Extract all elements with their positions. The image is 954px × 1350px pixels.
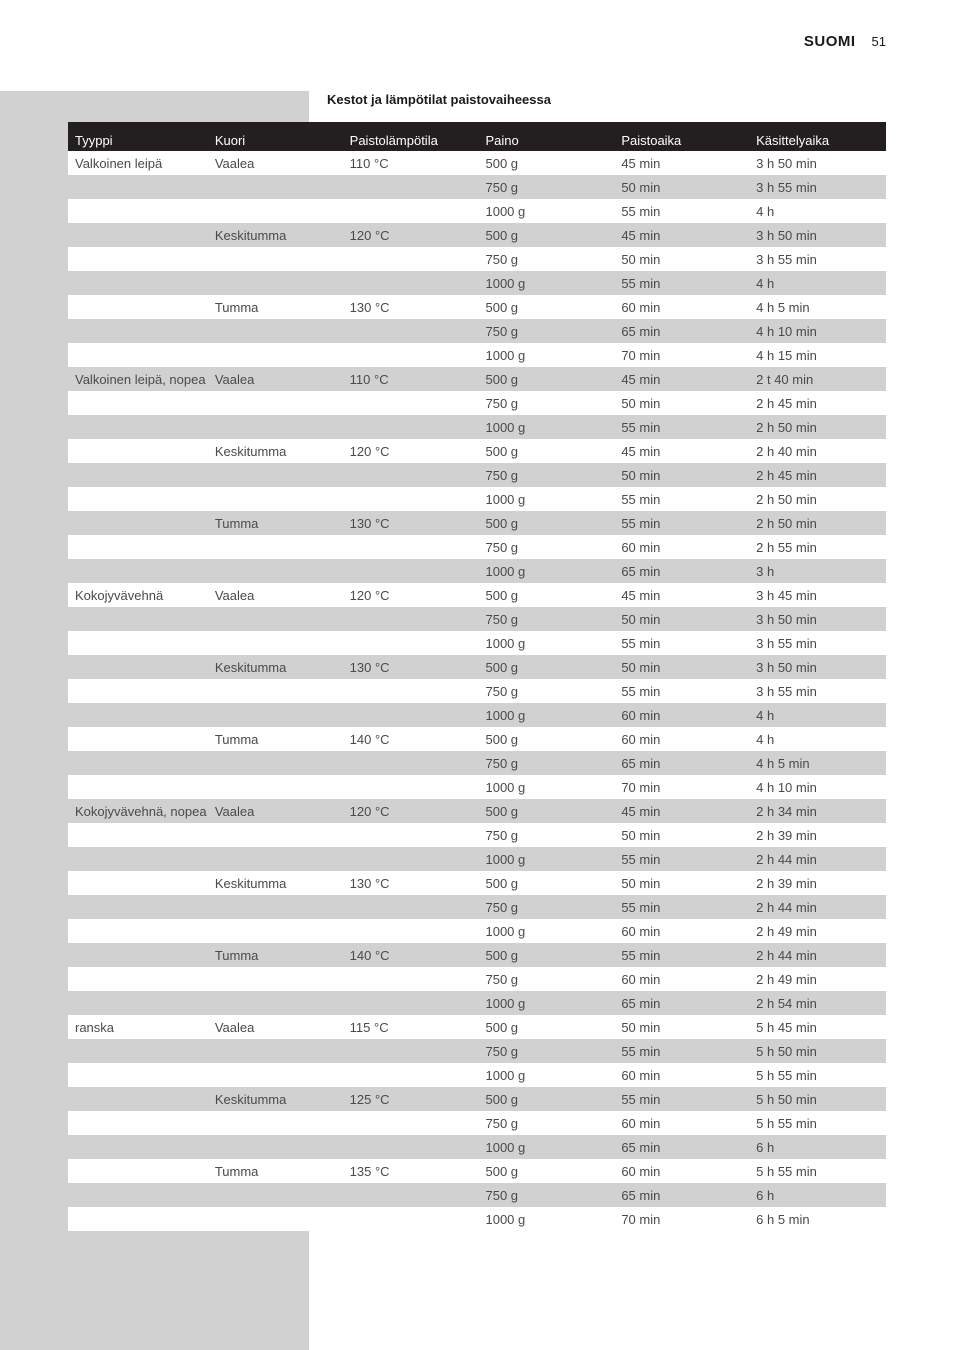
cell-baking-time: 55 min [621, 1043, 661, 1059]
cell-processing-time: 4 h 10 min [756, 779, 817, 795]
cell-baking-time: 45 min [621, 443, 661, 459]
cell-weight: 500 g [485, 803, 519, 819]
cell-baking-time: 50 min [621, 1019, 661, 1035]
cell-crust: Tumma [214, 1163, 259, 1179]
cell-weight: 1000 g [485, 1067, 526, 1083]
cell-baking-time: 70 min [621, 347, 661, 363]
table-row [68, 271, 886, 295]
cell-crust: Keskitumma [214, 875, 287, 891]
cell-baking-time: 65 min [621, 755, 661, 771]
cell-weight: 750 g [485, 755, 519, 771]
cell-processing-time: 2 h 49 min [756, 923, 817, 939]
column-header-processing-time: Käsittelyaika [756, 133, 830, 148]
cell-baking-time: 45 min [621, 227, 661, 243]
cell-baking-time: 55 min [621, 1091, 661, 1107]
cell-temperature: 130 °C [349, 299, 390, 315]
cell-weight: 750 g [485, 1043, 519, 1059]
cell-temperature: 120 °C [349, 443, 390, 459]
cell-processing-time: 4 h [756, 203, 775, 219]
cell-weight: 1000 g [485, 1211, 526, 1227]
column-header-type: Tyyppi [75, 133, 113, 148]
cell-temperature: 140 °C [349, 731, 390, 747]
cell-weight: 500 g [485, 371, 519, 387]
cell-baking-time: 55 min [621, 947, 661, 963]
cell-baking-time: 50 min [621, 395, 661, 411]
cell-processing-time: 4 h 15 min [756, 347, 817, 363]
cell-weight: 500 g [485, 1091, 519, 1107]
cell-baking-time: 45 min [621, 371, 661, 387]
cell-type: Kokojyvävehnä [75, 587, 164, 603]
cell-crust: Vaalea [214, 1019, 255, 1035]
cell-processing-time: 2 h 40 min [756, 443, 817, 459]
cell-crust: Vaalea [214, 803, 255, 819]
cell-weight: 500 g [485, 659, 519, 675]
cell-processing-time: 2 h 39 min [756, 875, 817, 891]
cell-processing-time: 3 h 50 min [756, 659, 817, 675]
cell-baking-time: 65 min [621, 1187, 661, 1203]
page-header [804, 33, 886, 50]
cell-baking-time: 65 min [621, 995, 661, 1011]
cell-processing-time: 2 h 54 min [756, 995, 817, 1011]
cell-weight: 1000 g [485, 275, 526, 291]
cell-baking-time: 60 min [621, 1067, 661, 1083]
cell-baking-time: 60 min [621, 707, 661, 723]
cell-baking-time: 55 min [621, 491, 661, 507]
table-row [68, 319, 886, 343]
cell-temperature: 120 °C [349, 227, 390, 243]
cell-crust: Tumma [214, 731, 259, 747]
cell-temperature: 110 °C [349, 155, 389, 171]
cell-processing-time: 2 h 50 min [756, 491, 817, 507]
table-row [68, 655, 886, 679]
cell-crust: Keskitumma [214, 659, 287, 675]
cell-weight: 500 g [485, 1019, 519, 1035]
cell-weight: 750 g [485, 467, 519, 483]
table-row [68, 199, 886, 223]
table-row [68, 439, 886, 463]
cell-weight: 750 g [485, 395, 519, 411]
cell-baking-time: 55 min [621, 851, 661, 867]
cell-processing-time: 4 h 5 min [756, 299, 810, 315]
cell-baking-time: 65 min [621, 563, 661, 579]
cell-weight: 750 g [485, 611, 519, 627]
cell-temperature: 135 °C [349, 1163, 390, 1179]
cell-processing-time: 4 h 5 min [756, 755, 810, 771]
table-row [68, 1183, 886, 1207]
cell-temperature: 110 °C [349, 371, 389, 387]
table-row [68, 967, 886, 991]
cell-baking-time: 60 min [621, 971, 661, 987]
cell-baking-time: 55 min [621, 899, 661, 915]
column-header-temperature: Paistolämpötila [349, 133, 438, 148]
table-row [68, 1159, 886, 1183]
cell-processing-time: 2 h 44 min [756, 947, 817, 963]
cell-baking-time: 60 min [621, 299, 661, 315]
cell-baking-time: 45 min [621, 155, 661, 171]
cell-weight: 1000 g [485, 491, 526, 507]
cell-processing-time: 3 h [756, 563, 775, 579]
cell-weight: 500 g [485, 731, 519, 747]
table-row [68, 175, 886, 199]
cell-processing-time: 6 h 5 min [756, 1211, 810, 1227]
table-row [68, 727, 886, 751]
table-row [68, 1063, 886, 1087]
cell-processing-time: 3 h 55 min [756, 179, 817, 195]
cell-weight: 1000 g [485, 779, 526, 795]
cell-temperature: 130 °C [349, 515, 390, 531]
cell-crust: Keskitumma [214, 227, 287, 243]
cell-baking-time: 45 min [621, 803, 661, 819]
cell-type: Valkoinen leipä [75, 155, 163, 171]
cell-temperature: 115 °C [349, 1019, 389, 1035]
cell-baking-time: 70 min [621, 1211, 661, 1227]
cell-crust: Vaalea [214, 155, 255, 171]
table-row [68, 1135, 886, 1159]
cell-baking-time: 45 min [621, 587, 661, 603]
cell-weight: 500 g [485, 299, 519, 315]
cell-processing-time: 6 h [756, 1139, 775, 1155]
table-row [68, 943, 886, 967]
cell-baking-time: 50 min [621, 875, 661, 891]
cell-weight: 1000 g [485, 563, 526, 579]
cell-crust: Vaalea [214, 587, 255, 603]
cell-baking-time: 55 min [621, 419, 661, 435]
table-row [68, 535, 886, 559]
cell-weight: 750 g [485, 323, 519, 339]
table-row [68, 679, 886, 703]
table-body [68, 151, 886, 1231]
cell-baking-time: 60 min [621, 1115, 661, 1131]
section-title: Kestot ja lämpötilat paistovaiheessa [327, 92, 551, 107]
cell-baking-time: 60 min [621, 923, 661, 939]
table-row [68, 607, 886, 631]
cell-processing-time: 5 h 45 min [756, 1019, 817, 1035]
cell-weight: 1000 g [485, 347, 526, 363]
cell-baking-time: 50 min [621, 611, 661, 627]
cell-processing-time: 2 h 45 min [756, 467, 817, 483]
cell-weight: 1000 g [485, 203, 526, 219]
cell-baking-time: 65 min [621, 1139, 661, 1155]
cell-temperature: 120 °C [349, 587, 390, 603]
cell-baking-time: 55 min [621, 203, 661, 219]
table-row [68, 871, 886, 895]
table-row [68, 1207, 886, 1231]
table-row [68, 631, 886, 655]
table-header [68, 122, 886, 151]
cell-weight: 1000 g [485, 851, 526, 867]
cell-baking-time: 50 min [621, 179, 661, 195]
table-row [68, 463, 886, 487]
cell-weight: 1000 g [485, 1139, 526, 1155]
cell-temperature: 130 °C [349, 659, 390, 675]
cell-temperature: 125 °C [349, 1091, 390, 1107]
cell-crust: Tumma [214, 299, 259, 315]
cell-weight: 750 g [485, 971, 519, 987]
cell-weight: 750 g [485, 251, 519, 267]
cell-weight: 500 g [485, 1163, 519, 1179]
cell-processing-time: 2 h 50 min [756, 515, 817, 531]
cell-processing-time: 2 h 44 min [756, 899, 817, 915]
cell-baking-time: 55 min [621, 635, 661, 651]
cell-weight: 500 g [485, 155, 519, 171]
cell-baking-time: 70 min [621, 779, 661, 795]
cell-baking-time: 65 min [621, 323, 661, 339]
cell-crust: Keskitumma [214, 443, 287, 459]
table-row [68, 295, 886, 319]
cell-processing-time: 2 h 49 min [756, 971, 817, 987]
cell-processing-time: 4 h [756, 707, 775, 723]
cell-temperature: 130 °C [349, 875, 390, 891]
table-row [68, 1015, 886, 1039]
cell-baking-time: 60 min [621, 1163, 661, 1179]
cell-baking-time: 55 min [621, 275, 661, 291]
table-row [68, 991, 886, 1015]
cell-processing-time: 3 h 50 min [756, 611, 817, 627]
table-row [68, 391, 886, 415]
cell-processing-time: 3 h 45 min [756, 587, 817, 603]
cell-weight: 750 g [485, 827, 519, 843]
cell-weight: 750 g [485, 899, 519, 915]
table-row [68, 487, 886, 511]
cell-processing-time: 3 h 55 min [756, 251, 817, 267]
cell-temperature: 120 °C [349, 803, 390, 819]
cell-processing-time: 6 h [756, 1187, 775, 1203]
table-row [68, 1111, 886, 1135]
cell-type: Valkoinen leipä, nopea [75, 371, 206, 387]
table-row [68, 1039, 886, 1063]
baking-table [68, 122, 886, 1231]
table-row [68, 343, 886, 367]
cell-baking-time: 55 min [621, 683, 661, 699]
table-row [68, 751, 886, 775]
column-header-crust: Kuori [214, 133, 246, 148]
cell-temperature: 140 °C [349, 947, 390, 963]
cell-type: ranska [75, 1019, 115, 1035]
language-label: SUOMI [803, 33, 856, 50]
table-row [68, 511, 886, 535]
cell-processing-time: 2 t 40 min [756, 371, 814, 387]
cell-processing-time: 3 h 55 min [756, 683, 817, 699]
cell-weight: 500 g [485, 515, 519, 531]
cell-processing-time: 2 h 55 min [756, 539, 817, 555]
cell-processing-time: 2 h 45 min [756, 395, 817, 411]
page-number: 51 [871, 34, 886, 49]
cell-type: Kokojyvävehnä, nopea [75, 803, 207, 819]
cell-baking-time: 50 min [621, 467, 661, 483]
cell-crust: Tumma [214, 515, 259, 531]
table-row [68, 415, 886, 439]
table-row [68, 583, 886, 607]
cell-weight: 750 g [485, 539, 519, 555]
cell-processing-time: 3 h 50 min [756, 155, 817, 171]
cell-weight: 750 g [485, 683, 519, 699]
cell-baking-time: 50 min [621, 827, 661, 843]
cell-processing-time: 5 h 55 min [756, 1067, 817, 1083]
cell-processing-time: 4 h [756, 275, 775, 291]
cell-weight: 500 g [485, 227, 519, 243]
cell-weight: 500 g [485, 443, 519, 459]
cell-processing-time: 4 h [756, 731, 775, 747]
cell-weight: 500 g [485, 587, 519, 603]
cell-processing-time: 2 h 34 min [756, 803, 817, 819]
cell-baking-time: 50 min [621, 659, 661, 675]
column-header-baking-time: Paistoaika [621, 133, 682, 148]
cell-processing-time: 5 h 55 min [756, 1163, 817, 1179]
table-row [68, 823, 886, 847]
table-row [68, 559, 886, 583]
cell-baking-time: 55 min [621, 515, 661, 531]
cell-weight: 1000 g [485, 635, 526, 651]
cell-weight: 1000 g [485, 419, 526, 435]
table-row [68, 703, 886, 727]
table-row [68, 1087, 886, 1111]
table-row [68, 151, 886, 175]
cell-processing-time: 2 h 44 min [756, 851, 817, 867]
cell-weight: 750 g [485, 179, 519, 195]
cell-weight: 1000 g [485, 707, 526, 723]
cell-processing-time: 4 h 10 min [756, 323, 817, 339]
table-row [68, 847, 886, 871]
table-row [68, 223, 886, 247]
cell-weight: 1000 g [485, 923, 526, 939]
cell-processing-time: 5 h 50 min [756, 1043, 817, 1059]
cell-processing-time: 5 h 55 min [756, 1115, 817, 1131]
cell-crust: Keskitumma [214, 1091, 287, 1107]
cell-baking-time: 60 min [621, 539, 661, 555]
table-row [68, 247, 886, 271]
table-row [68, 895, 886, 919]
cell-weight: 500 g [485, 875, 519, 891]
table-row [68, 775, 886, 799]
column-header-weight: Paino [485, 133, 519, 148]
cell-processing-time: 5 h 50 min [756, 1091, 817, 1107]
cell-weight: 1000 g [485, 995, 526, 1011]
cell-processing-time: 3 h 50 min [756, 227, 817, 243]
cell-baking-time: 60 min [621, 731, 661, 747]
table-row [68, 799, 886, 823]
cell-crust: Tumma [214, 947, 259, 963]
cell-processing-time: 3 h 55 min [756, 635, 817, 651]
cell-crust: Vaalea [214, 371, 255, 387]
cell-weight: 750 g [485, 1115, 519, 1131]
cell-processing-time: 2 h 39 min [756, 827, 817, 843]
cell-processing-time: 2 h 50 min [756, 419, 817, 435]
table-row [68, 367, 886, 391]
cell-weight: 750 g [485, 1187, 519, 1203]
table-row [68, 919, 886, 943]
cell-baking-time: 50 min [621, 251, 661, 267]
cell-weight: 500 g [485, 947, 519, 963]
